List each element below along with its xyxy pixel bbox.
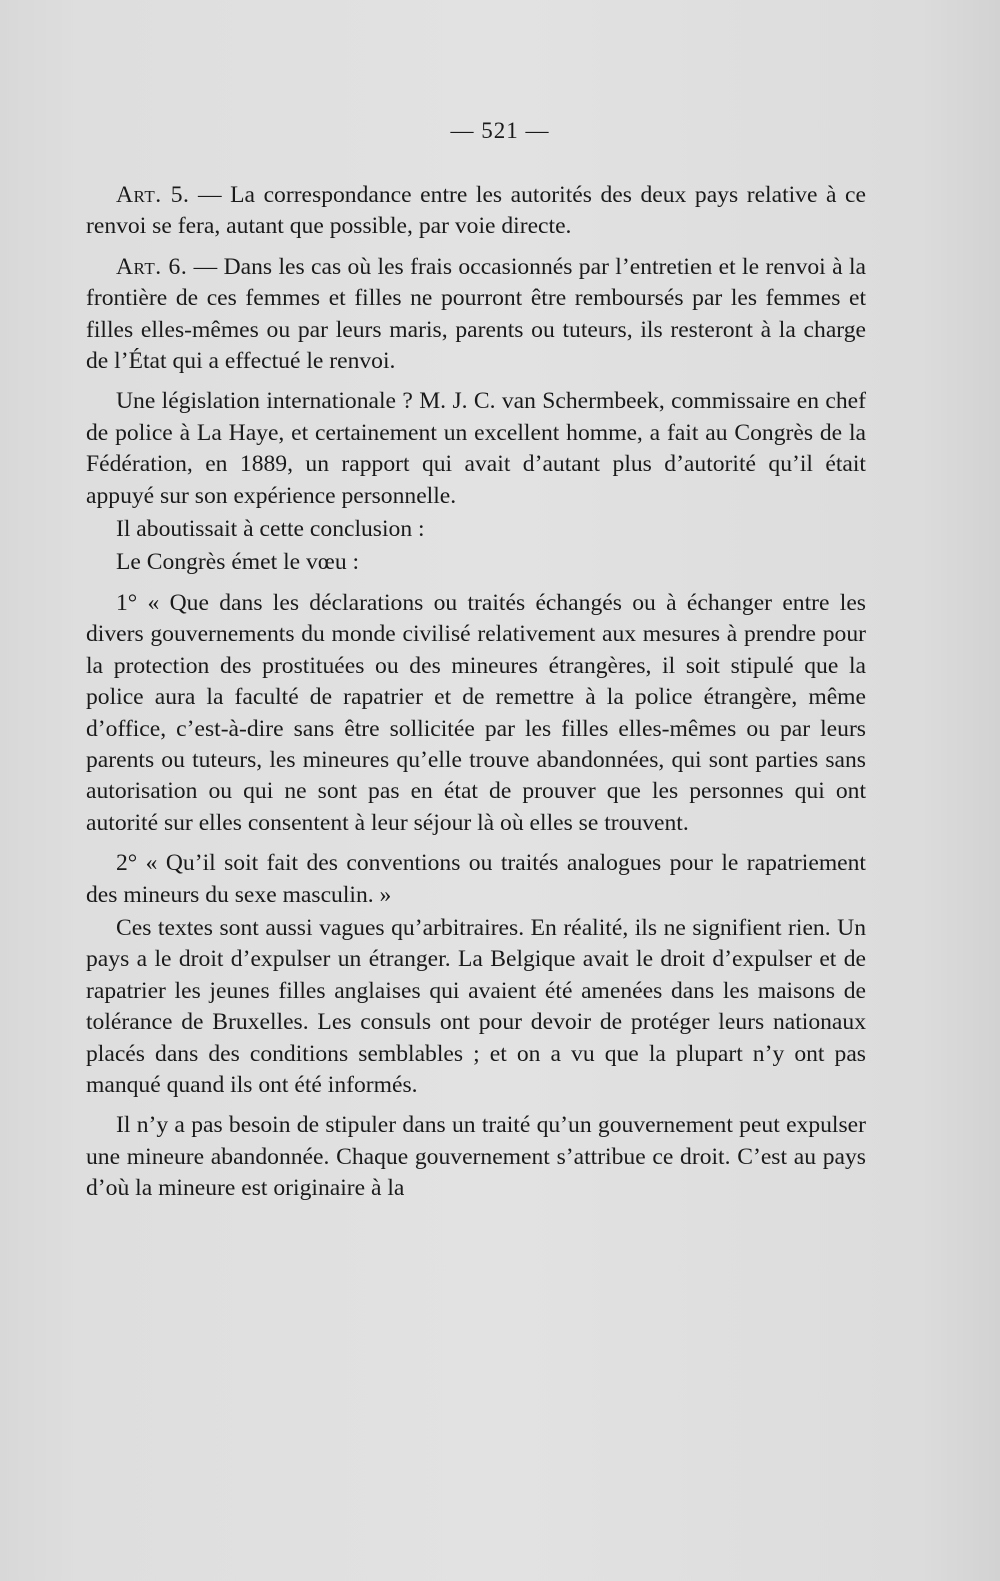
paragraph-conclusion: Il aboutissait à cette conclusion : (116, 516, 425, 543)
article-label: Art. 5. (116, 182, 190, 208)
paragraph-text: — La correspondance entre les autorités des deux pays relative à ce renvoi se fera, autant que possible, par voie directe. (86, 182, 866, 240)
paragraph-stipuler: Il n’y a pas besoin de stipuler dans un traité qu’un gouvernement peut expulser une mineure abandonnée. Chaque gouvernement s’attribue ce droit. C’est au pays d’où la mineure est originaire à la (86, 1112, 866, 1202)
article-label: Art. 6. (116, 253, 188, 280)
paragraph-point-1: 1° « Que dans les déclarations ou traités échangés ou à échanger entre les divers gouvernements du monde civilisé relativement aux mesures à prendre pour la protection des prostituées ou des mineures étrangères, il soit stipulé que la police aura la faculté de rapatrier et de remettre à la police étrangère, même d’office, c’est-à-dire sans être sollicitée par les filles elles-mêmes ou par leurs parents ou tuteurs, les mineures qu’elle trouve abandonnées, qui sont parties sans autorisation ou qui ne sont pas en état de prouver que les personnes qui ont autorité sur elles consentent à leur séjour là où elles se trouvent. (86, 589, 866, 836)
paragraph-textes: Ces textes sont aussi vagues qu’arbitraires. En réalité, ils ne signifient rien. Un pays a le droit d’expulser un étranger. La Belgique avait le droit d’expulser et de rapatrier les jeunes filles anglaises qui avaient été amenées dans les maisons de tolérance de Bruxelles. Les consuls ont pour devoir de protéger leurs nationaux placés dans des conditions semblables ; et on a vu que la plupart n’y ont pas manqué quand ils ont été informés. (86, 914, 866, 1098)
paragraph-art-5 (86, 180, 866, 243)
paragraph-legislation: Une législation internationale ? M. J. C. van Schermbeek, commissaire en chef de police à La Haye, et certainement un excellent homme, a fait au Congrès de la Fédération, en 1889, un rapport qui avait d’autant plus d’autorité qu’il était appuyé sur son expérience personnelle. (86, 388, 866, 509)
paragraph-art-6 (86, 252, 866, 378)
paragraph-voeu: Le Congrès émet le vœu : (116, 549, 360, 576)
body-text (86, 180, 866, 1214)
page-number: — 521 — (450, 118, 550, 143)
paragraph-text: — Dans les cas où les frais occasionnés par l’entretien et le renvoi à la frontière de ces femmes et filles ne pourront être remboursés par les femmes et filles elles-mêmes ou par leurs maris, parents ou tuteurs, ils resteront à la charge de l’État qui a effectué le renvoi. (86, 253, 866, 375)
paragraph-point-2: 2° « Qu’il soit fait des conventions ou traités analogues pour le rapatriement des mineurs du sexe masculin. » (86, 850, 866, 908)
